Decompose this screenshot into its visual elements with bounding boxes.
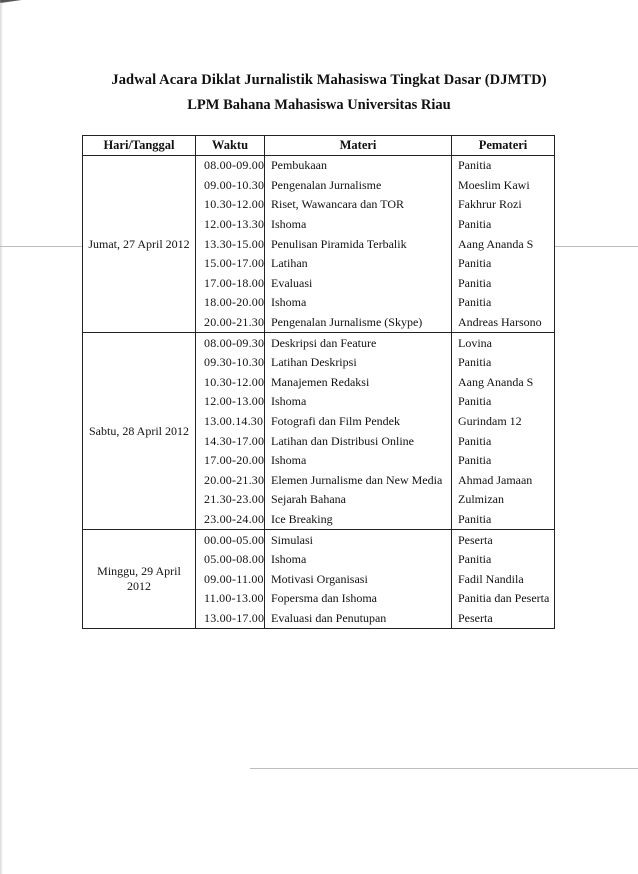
topic-cell: Deskripsi dan Feature (265, 333, 452, 353)
time-cell: 15.00-17.00 (196, 254, 265, 274)
table-header-row (83, 136, 555, 156)
speaker-cell: Panitia (452, 215, 555, 235)
topic-cell: Ishoma (265, 215, 452, 235)
speaker-cell: Panitia (452, 510, 555, 530)
topic-cell: Manajemen Redaksi (265, 373, 452, 393)
time-cell: 09.30-10.30 (196, 353, 265, 373)
topic-cell: Ishoma (265, 550, 452, 570)
speaker-cell: Ahmad Jamaan (452, 471, 555, 491)
header-materi: Materi (265, 136, 452, 156)
header-hari-tanggal: Hari/Tanggal (83, 136, 196, 156)
header-waktu: Waktu (196, 136, 265, 156)
time-cell: 11.00-13.00 (196, 589, 265, 609)
speaker-cell: Panitia (452, 431, 555, 451)
time-cell: 20.00-21.30 (196, 471, 265, 491)
day-date-cell: Minggu, 29 April 2012 (83, 530, 196, 629)
time-cell: 12.00-13.30 (196, 215, 265, 235)
topic-cell: Fopersma dan Ishoma (265, 589, 452, 609)
table-row (83, 530, 555, 550)
topic-cell: Latihan Deskripsi (265, 353, 452, 373)
topic-cell: Pengenalan Jurnalisme (265, 176, 452, 196)
speaker-cell: Aang Ananda S (452, 234, 555, 254)
table-row (83, 333, 555, 353)
topic-cell: Pengenalan Jurnalisme (Skype) (265, 313, 452, 333)
time-cell: 05.00-08.00 (196, 550, 265, 570)
time-cell: 09.00-10.30 (196, 176, 265, 196)
time-cell: 08.00-09.30 (196, 333, 265, 353)
scan-line-right (554, 246, 638, 247)
topic-cell: Evaluasi (265, 274, 452, 294)
time-cell: 23.00-24.00 (196, 510, 265, 530)
speaker-cell: Fadil Nandila (452, 569, 555, 589)
day-date-cell: Jumat, 27 April 2012 (83, 156, 196, 333)
table-row (83, 156, 555, 176)
time-cell: 12.00-13.00 (196, 392, 265, 412)
time-cell: 13.00.14.30 (196, 412, 265, 432)
topic-cell: Simulasi (265, 530, 452, 550)
time-cell: 17.00-18.00 (196, 274, 265, 294)
document-subtitle: LPM Bahana Mahasiswa Universitas Riau (187, 97, 451, 113)
time-cell: 13.30-15.00 (196, 234, 265, 254)
speaker-cell: Panitia (452, 254, 555, 274)
speaker-cell: Panitia (452, 550, 555, 570)
topic-cell: Ishoma (265, 392, 452, 412)
time-cell: 00.00-05.00 (196, 530, 265, 550)
topic-cell: Ice Breaking (265, 510, 452, 530)
speaker-cell: Peserta (452, 609, 555, 629)
speaker-cell: Panitia (452, 293, 555, 313)
topic-cell: Latihan dan Distribusi Online (265, 431, 452, 451)
scan-corner-mark (0, 0, 40, 3)
document-header (0, 70, 638, 116)
topic-cell: Riset, Wawancara dan TOR (265, 195, 452, 215)
topic-cell: Elemen Jurnalisme dan New Media (265, 471, 452, 491)
schedule-table (82, 135, 555, 629)
speaker-cell: Andreas Harsono (452, 313, 555, 333)
day-date-cell: Sabtu, 28 April 2012 (83, 333, 196, 530)
scan-edge-shadow (0, 0, 3, 874)
topic-cell: Ishoma (265, 451, 452, 471)
time-cell: 10.30-12.00 (196, 195, 265, 215)
time-cell: 10.30-12.00 (196, 373, 265, 393)
time-cell: 20.00-21.30 (196, 313, 265, 333)
speaker-cell: Zulmizan (452, 490, 555, 510)
time-cell: 21.30-23.00 (196, 490, 265, 510)
topic-cell: Ishoma (265, 293, 452, 313)
speaker-cell: Moeslim Kawi (452, 176, 555, 196)
topic-cell: Pembukaan (265, 156, 452, 176)
speaker-cell: Panitia dan Peserta (452, 589, 555, 609)
speaker-cell: Peserta (452, 530, 555, 550)
time-cell: 14.30-17.00 (196, 431, 265, 451)
speaker-cell: Panitia (452, 392, 555, 412)
topic-cell: Fotografi dan Film Pendek (265, 412, 452, 432)
speaker-cell: Panitia (452, 451, 555, 471)
schedule-body (83, 156, 555, 629)
speaker-cell: Gurindam 12 (452, 412, 555, 432)
time-cell: 08.00-09.00 (196, 156, 265, 176)
topic-cell: Latihan (265, 254, 452, 274)
time-cell: 18.00-20.00 (196, 293, 265, 313)
time-cell: 09.00-11.00 (196, 569, 265, 589)
speaker-cell: Panitia (452, 274, 555, 294)
scan-line-left (0, 246, 82, 247)
topic-cell: Evaluasi dan Penutupan (265, 609, 452, 629)
document-title: Jadwal Acara Diklat Jurnalistik Mahasiswa Tingkat Dasar (DJMTD) (111, 72, 547, 88)
header-pemateri: Pemateri (452, 136, 555, 156)
topic-cell: Sejarah Bahana (265, 490, 452, 510)
speaker-cell: Lovina (452, 333, 555, 353)
speaker-cell: Panitia (452, 353, 555, 373)
speaker-cell: Fakhrur Rozi (452, 195, 555, 215)
time-cell: 13.00-17.00 (196, 609, 265, 629)
speaker-cell: Panitia (452, 156, 555, 176)
scan-line-bottom (250, 768, 638, 769)
speaker-cell: Aang Ananda S (452, 373, 555, 393)
topic-cell: Motivasi Organisasi (265, 569, 452, 589)
time-cell: 17.00-20.00 (196, 451, 265, 471)
topic-cell: Penulisan Piramida Terbalik (265, 234, 452, 254)
